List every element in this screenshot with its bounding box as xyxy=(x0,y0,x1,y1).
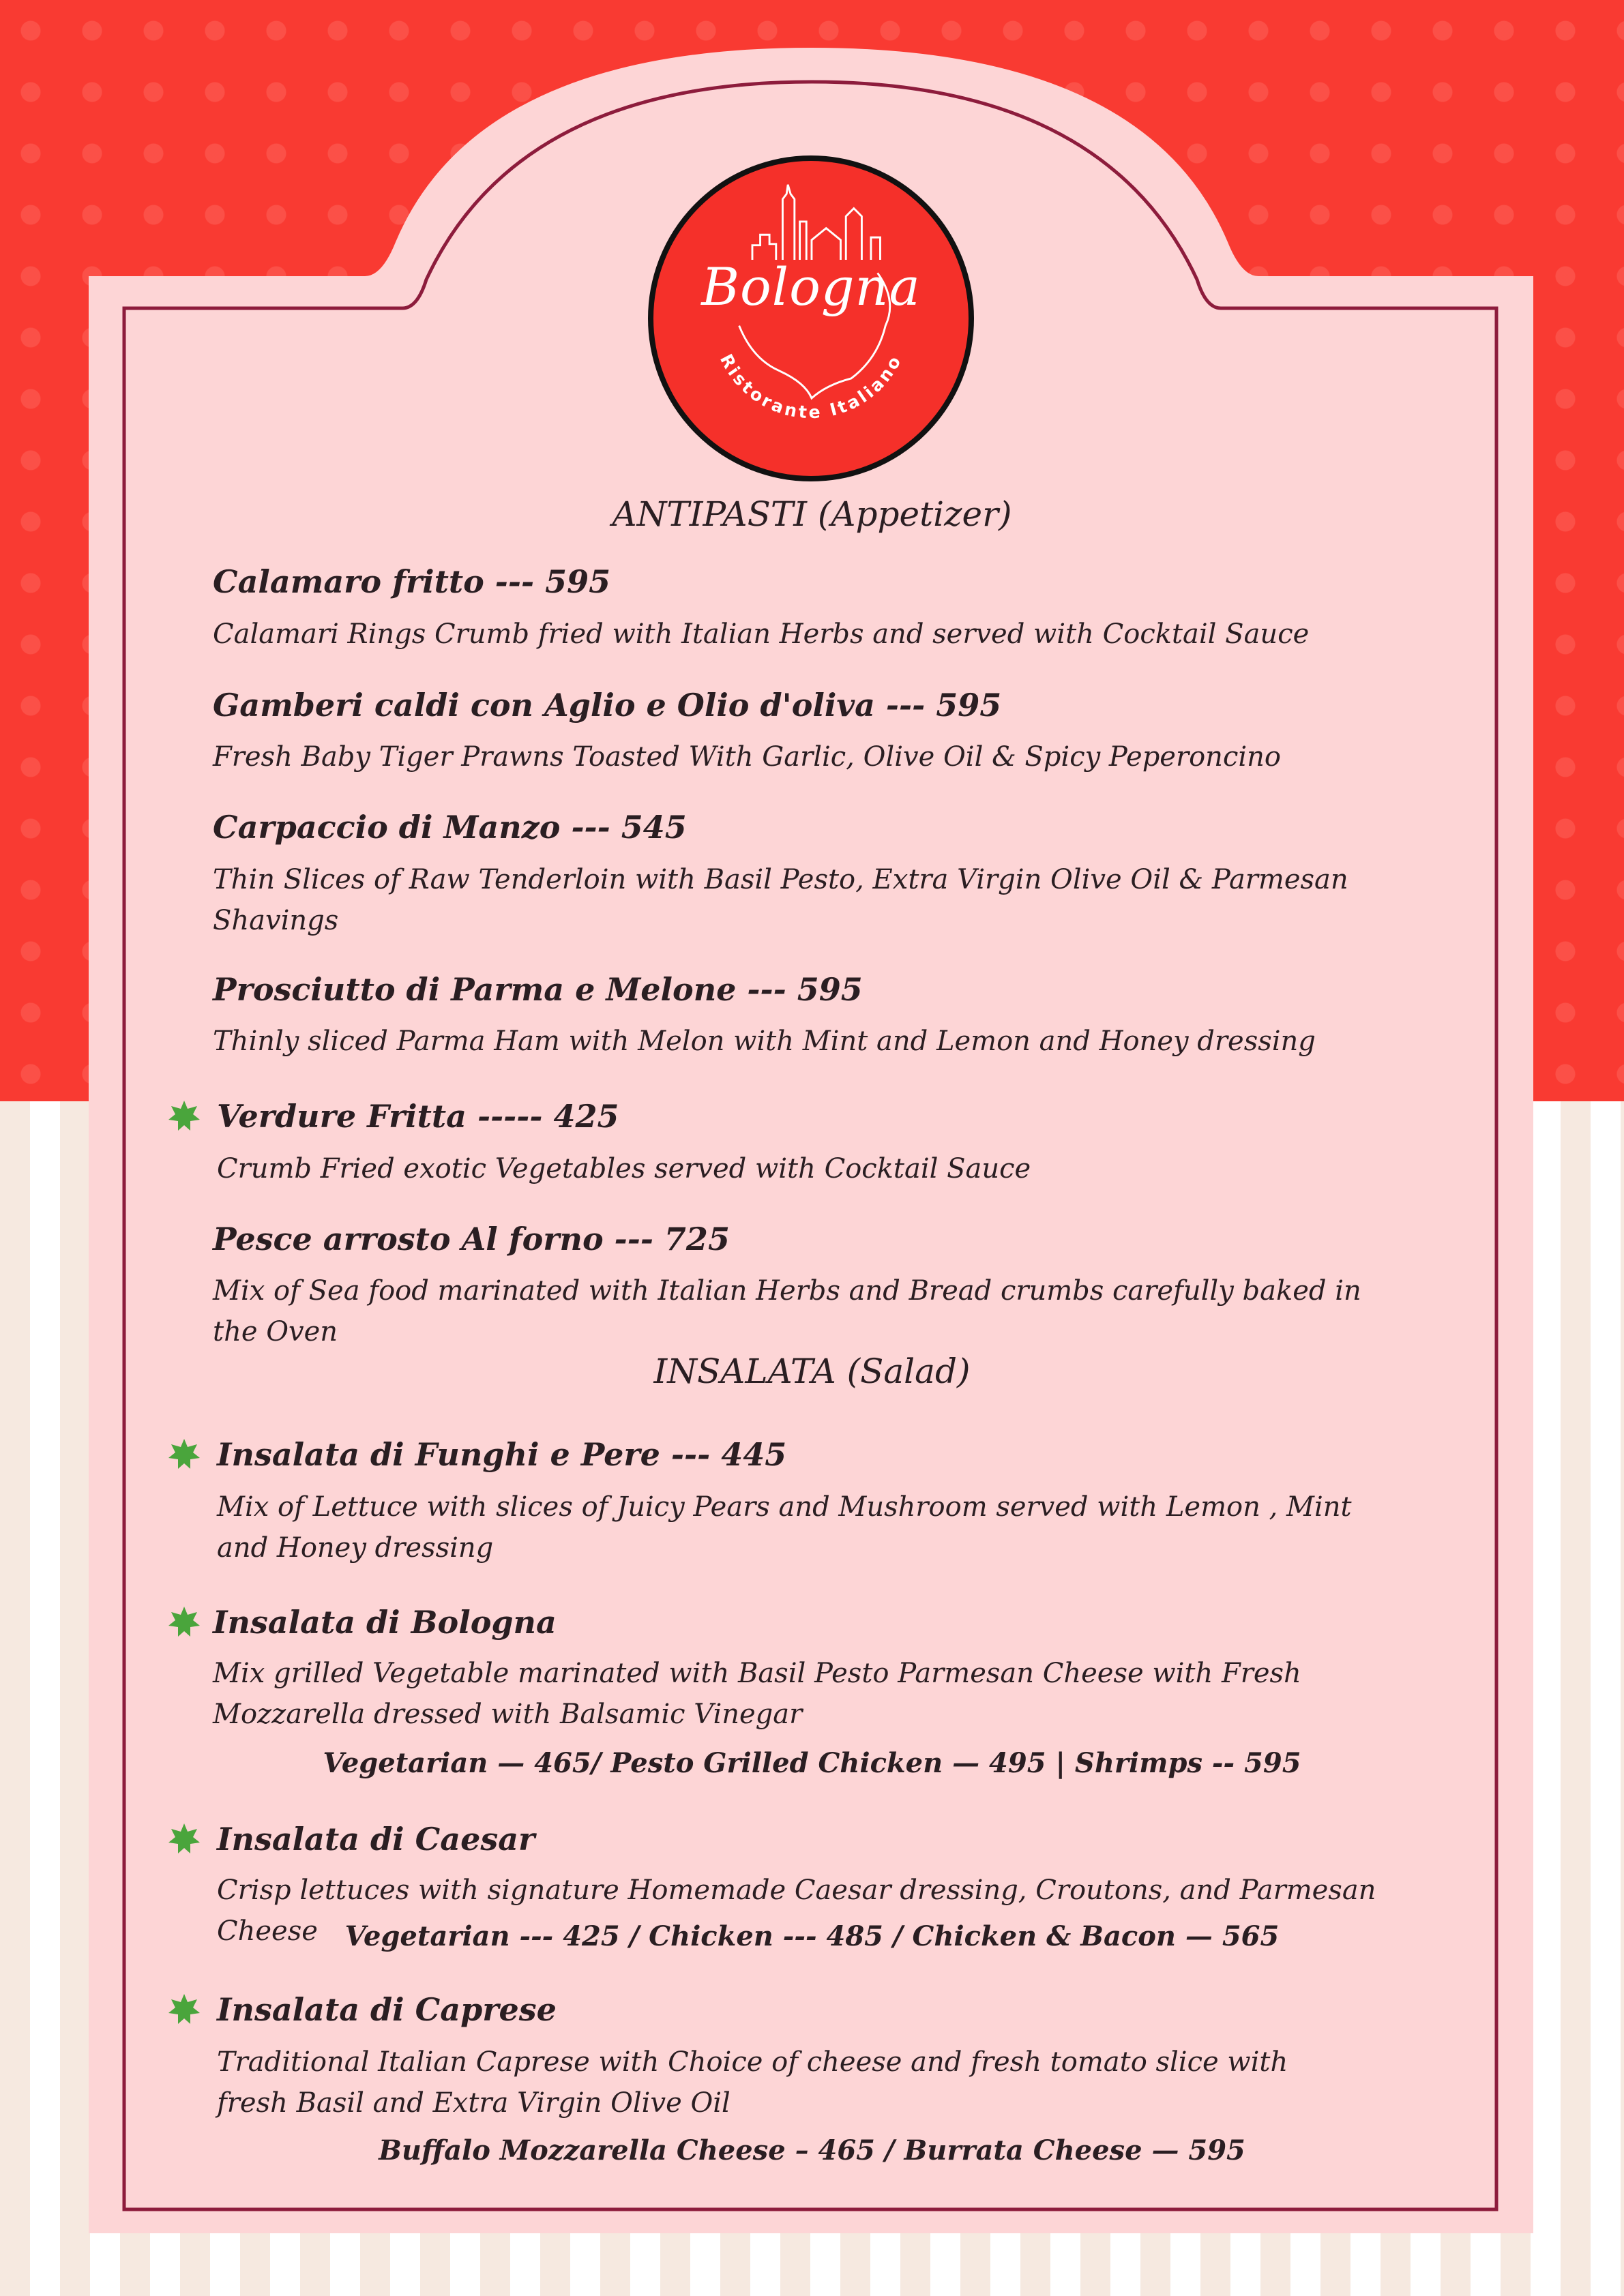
section-heading-antipasti: ANTIPASTI (Appetizer) xyxy=(612,494,1012,534)
menu-item-description: Crumb Fried exotic Vegetables served with Cocktail Sauce xyxy=(217,1153,1031,1184)
vegetarian-leaf-icon xyxy=(167,1822,201,1856)
menu-item-name: Prosciutto di Parma e Melone --- 595 xyxy=(213,971,863,1008)
menu-item-name: Carpaccio di Manzo --- 545 xyxy=(213,809,687,846)
logo-tagline-arc xyxy=(653,161,969,476)
menu-item-prices: Buffalo Mozzarella Cheese – 465 / Burrata Cheese — 595 xyxy=(379,2134,1245,2166)
menu-item-name: Insalata di Caesar xyxy=(217,1821,535,1858)
section-heading-insalata: INSALATA (Salad) xyxy=(653,1352,971,1391)
striped-footer xyxy=(0,2233,1624,2296)
menu-item-description: Mix of Sea food marinated with Italian Herbs and Bread crumbs carefully baked in the Oven xyxy=(213,1275,1361,1347)
vegetarian-leaf-icon xyxy=(167,1437,201,1472)
svg-text:Ristorante Italiano xyxy=(716,351,906,423)
menu-item-name: Insalata di Funghi e Pere --- 445 xyxy=(217,1436,787,1473)
logo-tagline: Ristorante Italiano xyxy=(715,351,906,423)
menu-item-description: Crisp lettuces with signature Homemade Caesar dressing, Croutons, and Parmesan Cheese xyxy=(217,1875,1376,1947)
menu-item-name: Calamaro fritto --- 595 xyxy=(213,563,611,600)
vegetarian-leaf-icon xyxy=(167,1099,201,1133)
vegetarian-leaf-icon xyxy=(167,1993,201,2027)
logo-wordmark: Bologna xyxy=(701,256,921,317)
restaurant-logo xyxy=(648,155,974,481)
menu-item-description: Traditional Italian Caprese with Choice of cheese and fresh tomato slice with fresh Basil and Extra Virgin Olive Oil xyxy=(217,2046,1288,2119)
menu-item-name: Verdure Fritta ----- 425 xyxy=(217,1098,619,1135)
vegetarian-leaf-icon xyxy=(167,1605,201,1639)
menu-item-description: Thin Slices of Raw Tenderloin with Basil Pesto, Extra Virgin Olive Oil & Parmesan Shavings xyxy=(213,864,1348,936)
menu-item-description: Calamari Rings Crumb fried with Italian Herbs and served with Cocktail Sauce xyxy=(213,618,1310,650)
menu-item-name: Insalata di Bologna xyxy=(213,1604,557,1641)
menu-item-description: Fresh Baby Tiger Prawns Toasted With Garlic, Olive Oil & Spicy Peperoncino xyxy=(213,741,1281,773)
menu-item-description: Thinly sliced Parma Ham with Melon with Mint and Lemon and Honey dressing xyxy=(213,1026,1316,1057)
menu-item-description: Mix grilled Vegetable marinated with Basil Pesto Parmesan Cheese with Fresh Mozzarella dressed with Balsamic Vinegar xyxy=(213,1658,1301,1730)
menu-item-prices: Vegetarian — 465/ Pesto Grilled Chicken — 495 | Shrimps -- 595 xyxy=(323,1747,1301,1779)
menu-item-name: Pesce arrosto Al forno --- 725 xyxy=(213,1221,730,1257)
menu-item-description: Mix of Lettuce with slices of Juicy Pears and Mushroom served with Lemon , Mint and Honey dressing xyxy=(217,1491,1352,1564)
menu-item-name: Gamberi caldi con Aglio e Olio d'oliva --- 595 xyxy=(213,687,1002,724)
menu-item-prices: Vegetarian --- 425 / Chicken --- 485 / Chicken & Bacon — 565 xyxy=(344,1920,1280,1952)
menu-item-name: Insalata di Caprese xyxy=(217,1991,557,2028)
